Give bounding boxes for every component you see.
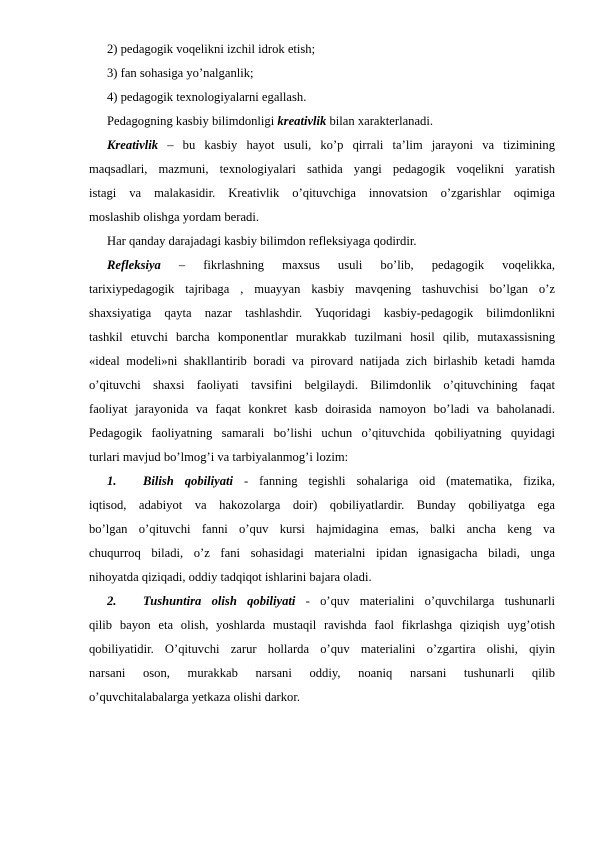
text-line: 3) fan sohasiga yo’nalganlik; xyxy=(107,66,254,80)
text-line: faoliyat jarayonida va faqat konkret kasb doirasida namoyon bo’ladi va baholanadi. xyxy=(89,402,555,416)
text-line: istagi va malakasidir. Kreativlik o’qituvchiga innovatsion o’zgarishlar oqimiga xyxy=(89,186,555,200)
term-kreativlik: Kreativlik xyxy=(107,138,159,152)
text-line: o’quvchitalabalarga yetkaza olishi darkor. xyxy=(89,690,300,704)
text-line: qobiliyatidir. O’qituvchi zarur hollarda o’quv materialini o’zgartira olishi, qiyin xyxy=(89,642,555,656)
text-line: chuqurroq biladi, o’z fani sohasidagi materialni ipidan ignasigacha biladi, unga xyxy=(89,546,555,560)
text-line: tashkil etuvchi barcha komponentlar murakkab tuzilmani hosil qilib, mutaxassisning xyxy=(89,330,555,344)
text-line: qilib bayon eta olish, yoshlarda mustaqil ravishda faol fikrlashga qiziqish uyg’otish xyxy=(89,618,555,632)
text-line: tarixiypedagogik tajribaga , muayyan kasbiy mavqening tashuvchisi bo’lgan o’z xyxy=(89,282,555,296)
text-line xyxy=(107,257,555,273)
text-run: Pedagogning kasbiy bilimdonligi xyxy=(107,114,278,128)
term-refleksiya: Refleksiya xyxy=(107,258,161,272)
text-line xyxy=(107,137,555,153)
text-line: «ideal modeli»ni shakllantirib boradi va pirovard natijada zich birlashib ketadi hamda xyxy=(89,354,555,368)
text-line: shaxsiyatiga qayta nazar tashlashdir. Yuqoridagi kasbiy-pedagogik bilimdonlikni xyxy=(89,306,555,320)
list-number: 2. xyxy=(107,594,117,608)
term-tushuntira-olish-qobiliyati: Tushuntira olish qobiliyati xyxy=(143,594,296,608)
text-line: turlari mavjud bo’lmog’i va tarbiyalanmog’i lozim: xyxy=(89,450,349,464)
text-run: - fanning tegishli sohalariga oid (matematika, fizika, xyxy=(233,474,556,488)
text-line: maqsadlari, mazmuni, texnologiyalari sathida yangi pedagogik voqelikni yaratish xyxy=(89,162,555,176)
text-run: – bu kasbiy hayot usuli, ko’p qirrali ta’lim jarayoni va tizimining xyxy=(158,138,555,152)
text-line xyxy=(107,113,555,129)
text-line: Pedagogik faoliyatning samarali bo’lishi uchun o’qituvchida qobiliyatning quyidagi xyxy=(89,426,555,440)
text-line: moslashib olishga yordam beradi. xyxy=(89,210,259,224)
text-run: bilan xarakterlanadi. xyxy=(326,114,433,128)
text-run: – fikrlashning maxsus usuli bo’lib, pedagogik voqelikka, xyxy=(160,258,555,272)
list-number: 1. xyxy=(107,474,117,488)
text-line: narsani oson, murakkab narsani oddiy, noaniq narsani tushunarli qilib xyxy=(89,666,555,680)
term-kreativlik: kreativlik xyxy=(277,114,327,128)
text-line: iqtisod, adabiyot va hakozolarga doir) qobiliyatlardir. Bunday qobiliyatga ega xyxy=(89,498,555,512)
text-line: nihoyatda qiziqadi, oddiy tadqiqot ishlarini bajara oladi. xyxy=(89,570,372,584)
text-line: bo’lgan o’qituvchi fanni o’quv kursi hajmidagina emas, balki ancha keng va xyxy=(89,522,555,536)
term-bilish-qobiliyati: Bilish qobiliyati xyxy=(143,474,234,488)
text-run: - o’quv materialini o’quvchilarga tushunarli xyxy=(295,594,555,608)
text-line: o’qituvchi shaxsi faoliyati tavsifini belgilaydi. Bilimdonlik o’qituvchining faqat xyxy=(89,378,555,392)
text-line: Har qanday darajadagi kasbiy bilimdon refleksiyaga qodirdir. xyxy=(107,234,417,248)
list-item-1 xyxy=(107,473,555,489)
list-item-2 xyxy=(107,593,555,609)
text-line: 4) pedagogik texnologiyalarni egallash. xyxy=(107,90,307,104)
text-line: 2) pedagogik voqelikni izchil idrok etish; xyxy=(107,42,316,56)
